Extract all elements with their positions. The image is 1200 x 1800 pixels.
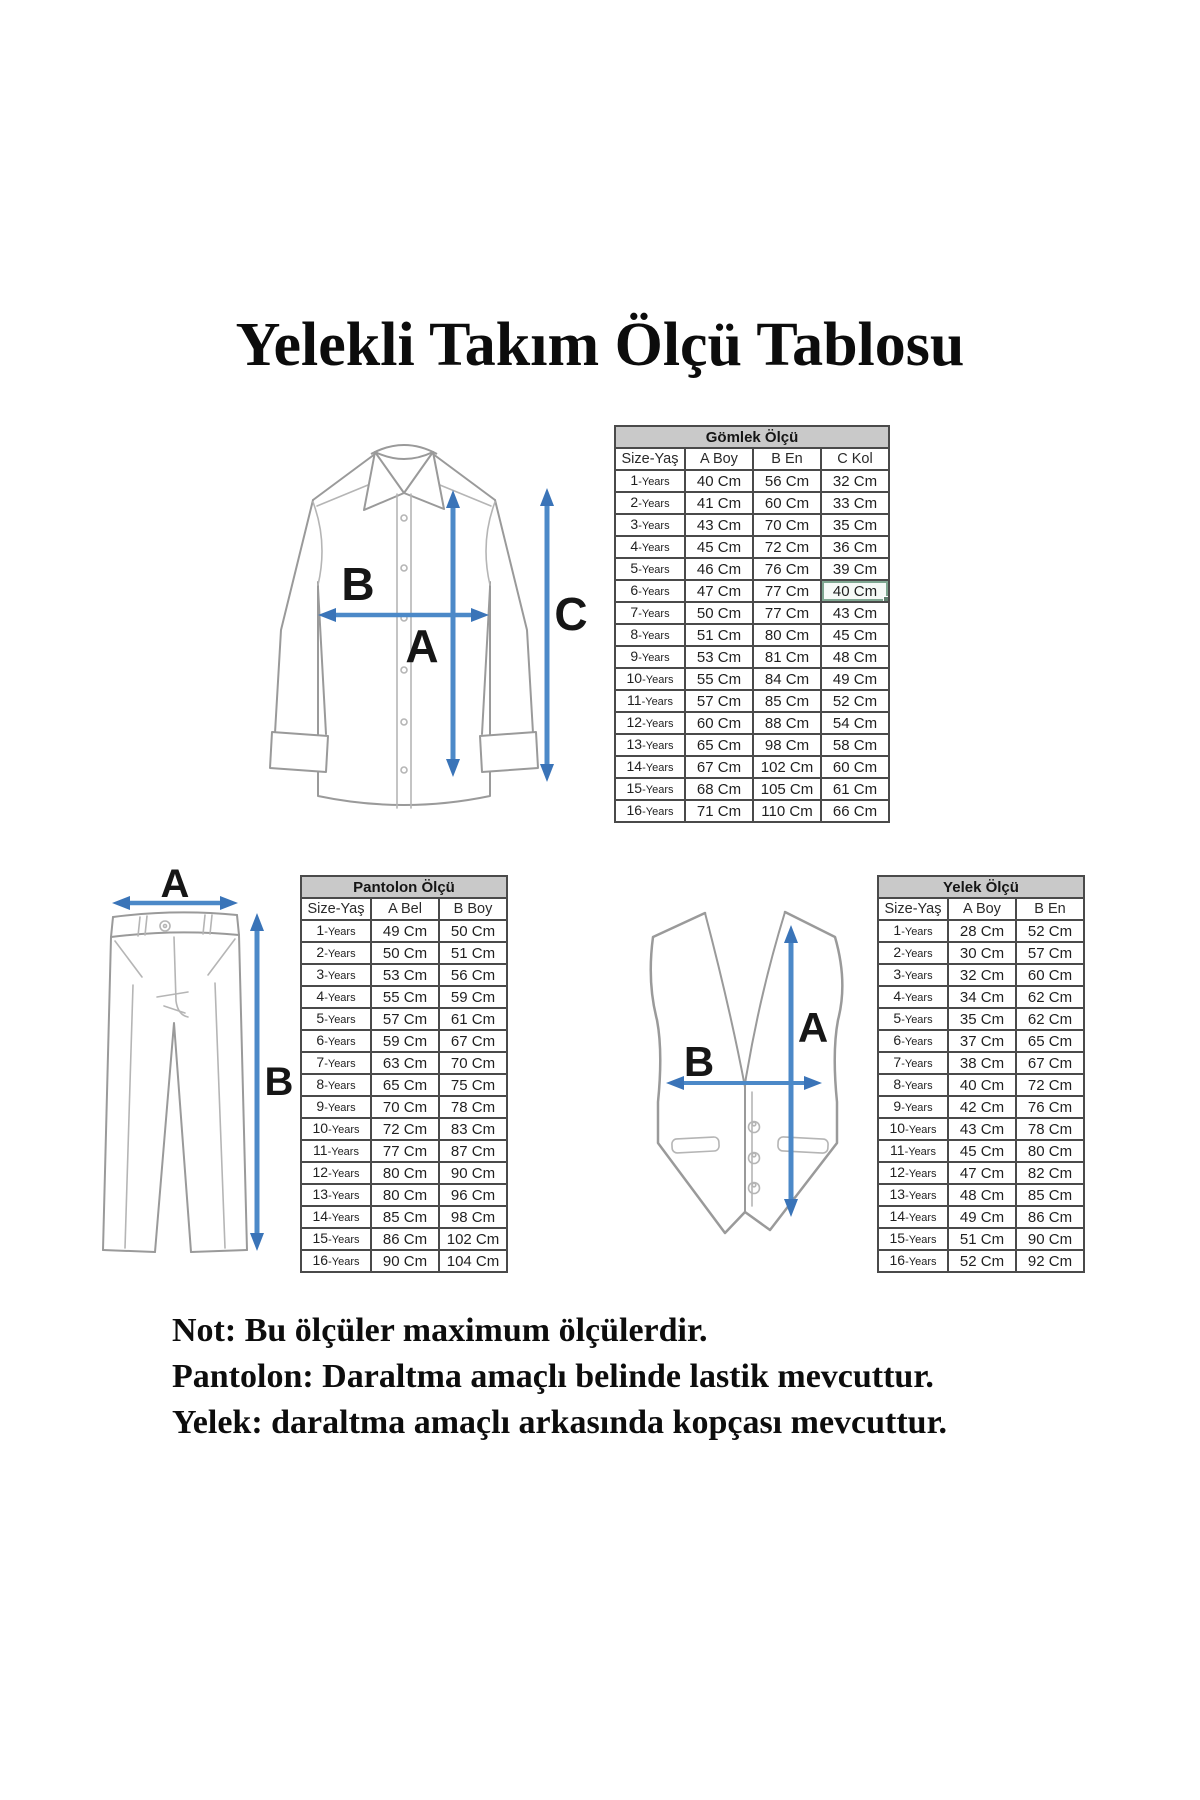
column-header: A Boy: [685, 448, 753, 470]
size-label-cell: 5-Years: [878, 1008, 948, 1030]
value-cell: 57 Cm: [685, 690, 753, 712]
table-row: [301, 1206, 507, 1228]
note-line: Yelek: daraltma amaçlı arkasında kopçası mevcuttur.: [172, 1404, 948, 1441]
value-cell: 52 Cm: [948, 1250, 1016, 1272]
value-cell: 65 Cm: [1016, 1030, 1084, 1052]
table-row: [878, 1030, 1084, 1052]
value-cell: 68 Cm: [685, 778, 753, 800]
value-cell: 71 Cm: [685, 800, 753, 822]
table-row: [301, 1052, 507, 1074]
table-row: [301, 1250, 507, 1272]
value-cell: 51 Cm: [439, 942, 507, 964]
value-cell: 45 Cm: [685, 536, 753, 558]
value-cell: 102 Cm: [753, 756, 821, 778]
shirt-measure-label-c: C: [554, 588, 588, 640]
value-cell: 28 Cm: [948, 920, 1016, 942]
table-row: [301, 1008, 507, 1030]
value-cell: 59 Cm: [439, 986, 507, 1008]
table-row: [301, 1030, 507, 1052]
note-line: Pantolon: Daraltma amaçlı belinde lastik mevcuttur.: [172, 1358, 934, 1395]
size-label-cell: 3-Years: [878, 964, 948, 986]
value-cell: 56 Cm: [439, 964, 507, 986]
value-cell: 104 Cm: [439, 1250, 507, 1272]
table-row: [301, 1184, 507, 1206]
value-cell: 48 Cm: [948, 1184, 1016, 1206]
table-row: [878, 964, 1084, 986]
value-cell: 62 Cm: [1016, 1008, 1084, 1030]
value-cell: 47 Cm: [685, 580, 753, 602]
size-label-cell: 7-Years: [878, 1052, 948, 1074]
size-label-cell: 2-Years: [878, 942, 948, 964]
table-row: [878, 1184, 1084, 1206]
table-row: [878, 1162, 1084, 1184]
column-header: C Kol: [821, 448, 889, 470]
column-header: Size-Yaş: [878, 898, 948, 920]
column-header: B En: [753, 448, 821, 470]
shirt-measure-label-a: A: [405, 620, 439, 672]
value-cell: 49 Cm: [821, 668, 889, 690]
value-cell: 67 Cm: [1016, 1052, 1084, 1074]
value-cell: 37 Cm: [948, 1030, 1016, 1052]
value-cell: 50 Cm: [371, 942, 439, 964]
value-cell: 85 Cm: [1016, 1184, 1084, 1206]
value-cell: 80 Cm: [371, 1184, 439, 1206]
shirt-size-table: [614, 425, 890, 823]
value-cell: 42 Cm: [948, 1096, 1016, 1118]
value-cell: 78 Cm: [439, 1096, 507, 1118]
size-label-cell: 15-Years: [301, 1228, 371, 1250]
value-cell: 38 Cm: [948, 1052, 1016, 1074]
value-cell: 49 Cm: [948, 1206, 1016, 1228]
value-cell: 48 Cm: [821, 646, 889, 668]
value-cell: 78 Cm: [1016, 1118, 1084, 1140]
value-cell: 45 Cm: [821, 624, 889, 646]
value-cell: 55 Cm: [371, 986, 439, 1008]
size-label-cell: 8-Years: [301, 1074, 371, 1096]
value-cell: 35 Cm: [821, 514, 889, 536]
value-cell: 50 Cm: [685, 602, 753, 624]
size-label-cell: 3-Years: [301, 964, 371, 986]
value-cell: 110 Cm: [753, 800, 821, 822]
value-cell: 90 Cm: [1016, 1228, 1084, 1250]
size-label-cell: 8-Years: [615, 624, 685, 646]
table-row: [301, 986, 507, 1008]
size-label-cell: 10-Years: [301, 1118, 371, 1140]
size-label-cell: 12-Years: [878, 1162, 948, 1184]
value-cell: 86 Cm: [371, 1228, 439, 1250]
value-cell: 76 Cm: [1016, 1096, 1084, 1118]
table-row: [301, 964, 507, 986]
column-header: Size-Yaş: [615, 448, 685, 470]
size-label-cell: 14-Years: [615, 756, 685, 778]
value-cell: 50 Cm: [439, 920, 507, 942]
value-cell: 56 Cm: [753, 470, 821, 492]
value-cell: 34 Cm: [948, 986, 1016, 1008]
size-label-cell: 13-Years: [878, 1184, 948, 1206]
size-label-cell: 15-Years: [615, 778, 685, 800]
size-label-cell: 13-Years: [615, 734, 685, 756]
table-row: [615, 536, 889, 558]
size-label-cell: 4-Years: [615, 536, 685, 558]
size-label-cell: 16-Years: [615, 800, 685, 822]
pants-drawing: [103, 912, 247, 1252]
value-cell: 53 Cm: [685, 646, 753, 668]
size-label-cell: 4-Years: [301, 986, 371, 1008]
value-cell: 52 Cm: [821, 690, 889, 712]
table-row: [878, 1228, 1084, 1250]
table-row: [878, 1096, 1084, 1118]
size-label-cell: 16-Years: [878, 1250, 948, 1272]
size-label-cell: 6-Years: [878, 1030, 948, 1052]
size-label-cell: 7-Years: [301, 1052, 371, 1074]
table-row: [615, 712, 889, 734]
value-cell: 51 Cm: [948, 1228, 1016, 1250]
size-label-cell: 1-Years: [301, 920, 371, 942]
value-cell: 40 Cm: [821, 580, 889, 602]
table-row: [615, 514, 889, 536]
shirt-measure-label-b: B: [341, 558, 375, 610]
size-label-cell: 2-Years: [615, 492, 685, 514]
value-cell: 32 Cm: [948, 964, 1016, 986]
value-cell: 87 Cm: [439, 1140, 507, 1162]
table-row: [301, 942, 507, 964]
table-row: [878, 1250, 1084, 1272]
value-cell: 54 Cm: [821, 712, 889, 734]
value-cell: 61 Cm: [439, 1008, 507, 1030]
shirt-diagram: [225, 430, 610, 825]
size-label-cell: 2-Years: [301, 942, 371, 964]
vest-size-table-grid: [877, 875, 1085, 1273]
value-cell: 60 Cm: [1016, 964, 1084, 986]
value-cell: 80 Cm: [371, 1162, 439, 1184]
value-cell: 47 Cm: [948, 1162, 1016, 1184]
value-cell: 65 Cm: [685, 734, 753, 756]
value-cell: 43 Cm: [685, 514, 753, 536]
value-cell: 49 Cm: [371, 920, 439, 942]
value-cell: 75 Cm: [439, 1074, 507, 1096]
size-label-cell: 1-Years: [615, 470, 685, 492]
value-cell: 80 Cm: [753, 624, 821, 646]
value-cell: 70 Cm: [439, 1052, 507, 1074]
value-cell: 102 Cm: [439, 1228, 507, 1250]
table-title: Gömlek Ölçü: [615, 426, 889, 448]
size-label-cell: 3-Years: [615, 514, 685, 536]
table-row: [301, 1228, 507, 1250]
value-cell: 40 Cm: [685, 470, 753, 492]
value-cell: 85 Cm: [371, 1206, 439, 1228]
value-cell: 52 Cm: [1016, 920, 1084, 942]
value-cell: 30 Cm: [948, 942, 1016, 964]
value-cell: 67 Cm: [685, 756, 753, 778]
value-cell: 57 Cm: [371, 1008, 439, 1030]
value-cell: 45 Cm: [948, 1140, 1016, 1162]
size-label-cell: 9-Years: [301, 1096, 371, 1118]
table-row: [615, 602, 889, 624]
table-row: [615, 470, 889, 492]
table-row: [615, 580, 889, 602]
value-cell: 72 Cm: [753, 536, 821, 558]
table-row: [301, 1162, 507, 1184]
size-label-cell: 5-Years: [615, 558, 685, 580]
vest-measure-label-b: B: [683, 1038, 715, 1085]
table-row: [615, 690, 889, 712]
notes-block: [172, 1308, 947, 1446]
table-row: [301, 920, 507, 942]
value-cell: 53 Cm: [371, 964, 439, 986]
size-label-cell: 8-Years: [878, 1074, 948, 1096]
value-cell: 92 Cm: [1016, 1250, 1084, 1272]
value-cell: 60 Cm: [821, 756, 889, 778]
value-cell: 98 Cm: [753, 734, 821, 756]
table-title: Pantolon Ölçü: [301, 876, 507, 898]
value-cell: 41 Cm: [685, 492, 753, 514]
value-cell: 58 Cm: [821, 734, 889, 756]
value-cell: 67 Cm: [439, 1030, 507, 1052]
value-cell: 77 Cm: [753, 580, 821, 602]
value-cell: 88 Cm: [753, 712, 821, 734]
value-cell: 55 Cm: [685, 668, 753, 690]
size-label-cell: 16-Years: [301, 1250, 371, 1272]
size-label-cell: 15-Years: [878, 1228, 948, 1250]
value-cell: 81 Cm: [753, 646, 821, 668]
vest-measure-label-a: A: [797, 1004, 829, 1051]
value-cell: 60 Cm: [685, 712, 753, 734]
table-row: [878, 1008, 1084, 1030]
size-label-cell: 10-Years: [615, 668, 685, 690]
pants-diagram: [85, 865, 300, 1295]
value-cell: 105 Cm: [753, 778, 821, 800]
column-header: Size-Yaş: [301, 898, 371, 920]
value-cell: 90 Cm: [371, 1250, 439, 1272]
table-row: [301, 1118, 507, 1140]
value-cell: 77 Cm: [371, 1140, 439, 1162]
table-row: [878, 1052, 1084, 1074]
value-cell: 32 Cm: [821, 470, 889, 492]
value-cell: 90 Cm: [439, 1162, 507, 1184]
table-row: [301, 1140, 507, 1162]
column-header: A Boy: [948, 898, 1016, 920]
value-cell: 43 Cm: [948, 1118, 1016, 1140]
value-cell: 76 Cm: [753, 558, 821, 580]
value-cell: 40 Cm: [948, 1074, 1016, 1096]
table-row: [615, 492, 889, 514]
size-label-cell: 7-Years: [615, 602, 685, 624]
value-cell: 51 Cm: [685, 624, 753, 646]
shirt-drawing: [270, 445, 538, 808]
table-row: [615, 646, 889, 668]
value-cell: 82 Cm: [1016, 1162, 1084, 1184]
column-header: A Bel: [371, 898, 439, 920]
size-label-cell: 14-Years: [301, 1206, 371, 1228]
table-row: [878, 1140, 1084, 1162]
value-cell: 72 Cm: [371, 1118, 439, 1140]
vest-size-table: [877, 875, 1085, 1273]
value-cell: 77 Cm: [753, 602, 821, 624]
pants-size-table: [300, 875, 508, 1273]
size-label-cell: 13-Years: [301, 1184, 371, 1206]
value-cell: 60 Cm: [753, 492, 821, 514]
size-label-cell: 12-Years: [301, 1162, 371, 1184]
value-cell: 57 Cm: [1016, 942, 1084, 964]
value-cell: 96 Cm: [439, 1184, 507, 1206]
pants-measure-arrows: [112, 896, 264, 1251]
value-cell: 65 Cm: [371, 1074, 439, 1096]
table-title: Yelek Ölçü: [878, 876, 1084, 898]
value-cell: 35 Cm: [948, 1008, 1016, 1030]
size-label-cell: 4-Years: [878, 986, 948, 1008]
size-label-cell: 12-Years: [615, 712, 685, 734]
size-label-cell: 11-Years: [878, 1140, 948, 1162]
value-cell: 33 Cm: [821, 492, 889, 514]
table-row: [615, 756, 889, 778]
table-row: [301, 1096, 507, 1118]
size-label-cell: 11-Years: [615, 690, 685, 712]
vest-diagram: [612, 890, 880, 1275]
value-cell: 62 Cm: [1016, 986, 1084, 1008]
page-title: Yelekli Takım Ölçü Tablosu: [235, 311, 965, 379]
table-row: [301, 1074, 507, 1096]
note-line: Not: Bu ölçüler maximum ölçülerdir.: [172, 1312, 708, 1349]
column-header: B Boy: [439, 898, 507, 920]
table-row: [878, 1118, 1084, 1140]
pants-measure-label-b: B: [264, 1060, 294, 1104]
shirt-size-table-grid: [614, 425, 890, 823]
size-label-cell: 11-Years: [301, 1140, 371, 1162]
table-row: [878, 986, 1084, 1008]
value-cell: 72 Cm: [1016, 1074, 1084, 1096]
table-row: [615, 558, 889, 580]
value-cell: 63 Cm: [371, 1052, 439, 1074]
value-cell: 98 Cm: [439, 1206, 507, 1228]
value-cell: 86 Cm: [1016, 1206, 1084, 1228]
value-cell: 36 Cm: [821, 536, 889, 558]
pants-size-table-grid: [300, 875, 508, 1273]
table-row: [878, 1074, 1084, 1096]
value-cell: 43 Cm: [821, 602, 889, 624]
value-cell: 46 Cm: [685, 558, 753, 580]
size-label-cell: 5-Years: [301, 1008, 371, 1030]
column-header: B En: [1016, 898, 1084, 920]
value-cell: 70 Cm: [753, 514, 821, 536]
value-cell: 80 Cm: [1016, 1140, 1084, 1162]
size-label-cell: 14-Years: [878, 1206, 948, 1228]
value-cell: 84 Cm: [753, 668, 821, 690]
table-row: [615, 668, 889, 690]
size-label-cell: 6-Years: [615, 580, 685, 602]
value-cell: 39 Cm: [821, 558, 889, 580]
value-cell: 66 Cm: [821, 800, 889, 822]
size-label-cell: 10-Years: [878, 1118, 948, 1140]
size-label-cell: 1-Years: [878, 920, 948, 942]
table-row: [878, 1206, 1084, 1228]
value-cell: 83 Cm: [439, 1118, 507, 1140]
table-row: [615, 734, 889, 756]
size-label-cell: 9-Years: [878, 1096, 948, 1118]
value-cell: 59 Cm: [371, 1030, 439, 1052]
table-row: [878, 920, 1084, 942]
table-row: [878, 942, 1084, 964]
pants-measure-label-a: A: [160, 865, 190, 906]
size-label-cell: 9-Years: [615, 646, 685, 668]
table-row: [615, 800, 889, 822]
value-cell: 61 Cm: [821, 778, 889, 800]
vest-drawing: [651, 912, 843, 1233]
size-label-cell: 6-Years: [301, 1030, 371, 1052]
value-cell: 70 Cm: [371, 1096, 439, 1118]
value-cell: 85 Cm: [753, 690, 821, 712]
table-row: [615, 778, 889, 800]
table-row: [615, 624, 889, 646]
